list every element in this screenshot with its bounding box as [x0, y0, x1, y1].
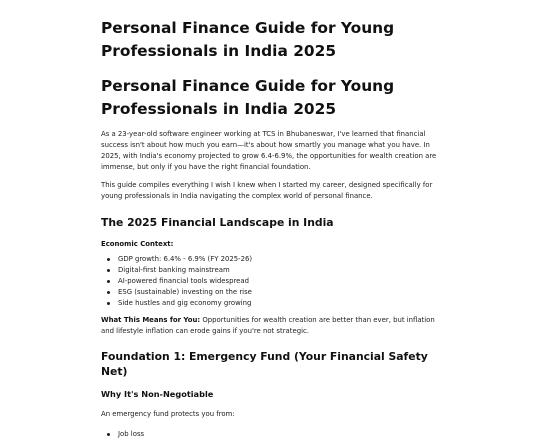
bullet-icon [107, 258, 110, 261]
bullet-icon [107, 269, 110, 272]
bullet-icon [107, 280, 110, 283]
what-this-means-label: What This Means for You: [101, 316, 201, 324]
intro-paragraph: As a 23-year-old software engineer working at TCS in Bhubaneswar, I've learned that financial success isn't about how much you earn—it's about how smartly you manage what you have. In 2025, with India's economy projected to grow 6.4-6.9%, the opportunities for wealth creation are immense, but only if you have the right financial foundation. [101, 130, 437, 171]
list-item: Side hustles and gig economy growing [118, 298, 441, 309]
subsection-heading-non-negotiable: Why It's Non-Negotiable [101, 389, 214, 399]
intro-paragraph-secondary: This guide compiles everything I wish I knew when I started my career, designed specifically for young professionals in India navigating the complex world of personal finance. [101, 181, 433, 200]
article-title: Personal Finance Guide for Young Professionals in India 2025 [101, 77, 395, 118]
list-item: GDP growth: 6.4% - 6.9% (FY 2025-26) [118, 254, 441, 265]
list-item: AI-powered financial tools widespread [118, 276, 441, 287]
section-heading-emergency-fund: Foundation 1: Emergency Fund (Your Financial Safety Net) [101, 350, 428, 378]
page-title: Personal Finance Guide for Young Professionals in India 2025 [101, 19, 395, 60]
article-content [101, 0, 441, 440]
bullet-icon [107, 433, 110, 436]
list-item: Digital-first banking mainstream [118, 265, 441, 276]
economic-context-list [101, 254, 441, 309]
bullet-icon [107, 302, 110, 305]
what-this-means-text: Opportunities for wealth creation are better than ever, but inflation and lifestyle inflation can erode gains if you're not strategic. [101, 316, 435, 335]
economic-context-label: Economic Context: [101, 240, 174, 248]
bullet-icon [107, 291, 110, 294]
emergency-fund-paragraph: An emergency fund protects you from: [101, 410, 235, 418]
list-item: Job loss [118, 429, 441, 440]
emergency-fund-list [101, 429, 441, 440]
list-item: ESG (sustainable) investing on the rise [118, 287, 441, 298]
section-heading-landscape: The 2025 Financial Landscape in India [101, 216, 334, 229]
what-this-means-paragraph [101, 315, 441, 337]
